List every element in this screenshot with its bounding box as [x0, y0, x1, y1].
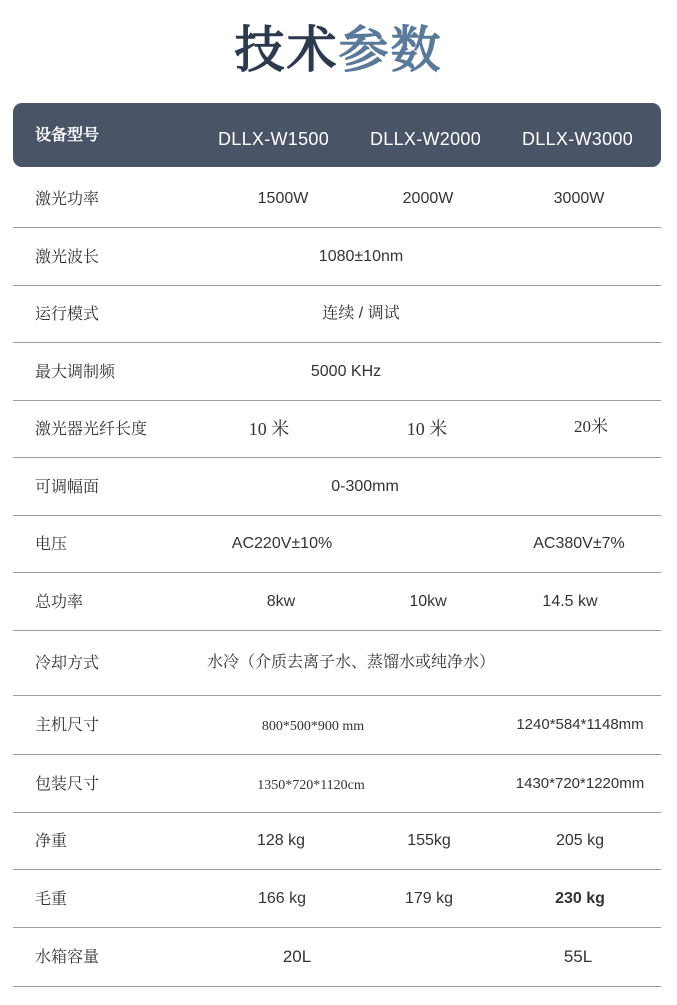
value-cell: 2000W [402, 190, 454, 207]
row-operating-mode [13, 286, 661, 343]
value-cell: 14.5 kw [542, 593, 598, 610]
row-laser-wavelength [13, 228, 661, 286]
row-host-dimensions [13, 696, 661, 755]
value-cell: 8kw [266, 593, 296, 610]
row-label: 激光功率 [35, 189, 100, 208]
header-label: 设备型号 [35, 125, 100, 144]
value-cell: 1080±10nm [318, 248, 404, 265]
row-max-modulation [13, 343, 661, 401]
value-cell: 10 米 [248, 419, 290, 439]
value-cell: 水冷（介质去离子水、蒸馏水或纯净水） [207, 654, 496, 671]
row-label: 主机尺寸 [35, 715, 100, 734]
value-cell: 20米 [574, 417, 608, 436]
row-net-weight [13, 813, 661, 870]
title-part-1: 技术 [234, 21, 339, 79]
model-dllx-w3000: DLLX-W3000 [522, 129, 634, 149]
table-header [13, 103, 661, 167]
value-cell: 10 米 [406, 419, 448, 439]
value-cell: 205 kg [555, 832, 605, 849]
row-label: 毛重 [35, 889, 68, 908]
row-total-power [13, 573, 661, 631]
title-part-2: 参数 [338, 21, 443, 79]
value-cell: 179 kg [404, 890, 454, 907]
value-cell: 166 kg [257, 890, 307, 907]
value-cell: AC220V±10% [231, 535, 333, 552]
row-label: 激光器光纤长度 [35, 419, 148, 438]
row-label: 运行模式 [35, 304, 100, 323]
value-cell: 0-300mm [331, 478, 399, 495]
value-cell: 1430*720*1220mm [515, 775, 645, 792]
row-label: 可调幅面 [35, 477, 100, 496]
value-cell: 5000 KHz [310, 363, 382, 380]
value-cell: 1240*584*1148mm [516, 716, 644, 733]
value-cell: 55L [563, 947, 593, 966]
row-label: 激光波长 [35, 247, 100, 266]
row-adjustable-range [13, 458, 661, 516]
model-dllx-w2000: DLLX-W2000 [370, 129, 482, 149]
value-cell: 155kg [407, 832, 451, 849]
value-cell: 1350*720*1120cm [257, 778, 365, 793]
row-cooling-method [13, 631, 661, 696]
row-water-tank [13, 928, 661, 987]
value-cell: 3000W [553, 190, 605, 207]
value-cell: 20L [282, 947, 312, 966]
model-dllx-w1500: DLLX-W1500 [218, 129, 330, 149]
row-label: 包装尺寸 [35, 774, 100, 793]
row-label: 冷却方式 [35, 653, 100, 672]
row-label: 总功率 [35, 592, 84, 611]
row-package-dimensions [13, 755, 661, 813]
row-fiber-length [13, 401, 661, 458]
row-laser-power [13, 170, 661, 228]
value-cell: 连续 / 调试 [322, 305, 400, 322]
value-cell: 800*500*900 mm [261, 719, 365, 734]
value-cell: 1500W [257, 190, 309, 207]
row-label: 电压 [35, 534, 68, 553]
row-label: 净重 [35, 831, 68, 850]
value-cell: AC380V±7% [533, 535, 625, 552]
value-cell: 230 kg [555, 890, 605, 907]
row-gross-weight [13, 870, 661, 928]
page-title [0, 14, 677, 86]
row-voltage [13, 516, 661, 573]
row-label: 最大调制频 [35, 362, 116, 381]
value-cell: 10kw [409, 593, 447, 610]
value-cell: 128 kg [256, 832, 306, 849]
row-label: 水箱容量 [35, 947, 100, 966]
